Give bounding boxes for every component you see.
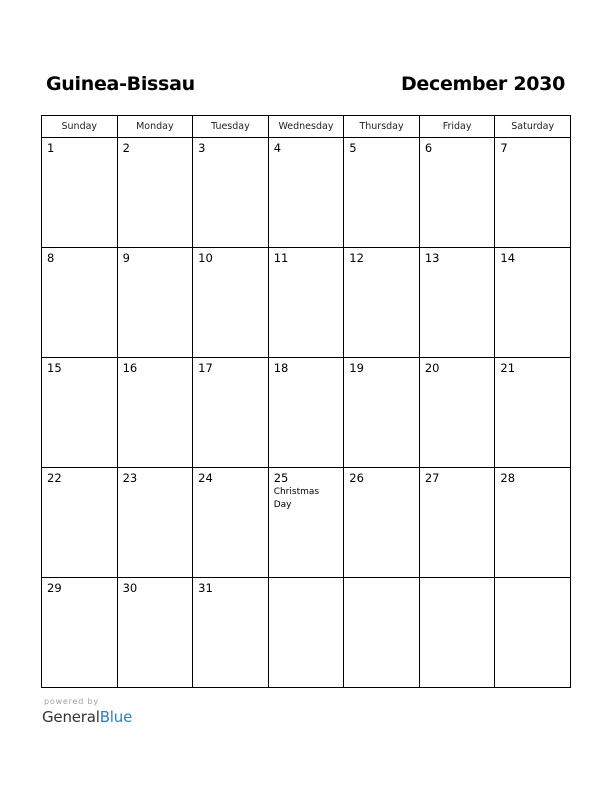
day-number: 3 bbox=[198, 141, 206, 155]
day-number bbox=[344, 578, 419, 581]
day-cell bbox=[117, 138, 193, 248]
day-number: 1 bbox=[47, 141, 55, 155]
calendar-grid bbox=[41, 115, 571, 688]
day-number: 11 bbox=[273, 251, 289, 265]
day-number: 25 bbox=[273, 471, 289, 485]
week-row bbox=[42, 358, 571, 468]
day-number: 29 bbox=[47, 581, 62, 595]
brand-blue-text: Blue bbox=[99, 708, 133, 726]
day-number: 10 bbox=[198, 251, 213, 265]
day-number bbox=[495, 578, 570, 581]
day-cell bbox=[495, 358, 571, 468]
day-cell bbox=[344, 578, 420, 688]
day-number bbox=[420, 578, 495, 581]
month-year-title: December 2030 bbox=[400, 73, 565, 95]
day-number: 19 bbox=[349, 361, 364, 375]
day-number: 31 bbox=[198, 581, 213, 595]
weekday-header: Thursday bbox=[344, 116, 420, 138]
day-number: 14 bbox=[500, 251, 516, 265]
day-number: 22 bbox=[47, 471, 62, 485]
day-number: 23 bbox=[122, 471, 138, 485]
weekday-header: Tuesday bbox=[193, 116, 269, 138]
day-cell bbox=[419, 138, 495, 248]
day-number: 21 bbox=[500, 361, 516, 375]
day-number: 17 bbox=[198, 361, 213, 375]
day-cell bbox=[193, 578, 269, 688]
weekday-header-row bbox=[42, 116, 571, 138]
day-number: 26 bbox=[349, 471, 364, 485]
day-cell bbox=[344, 468, 420, 578]
week-row bbox=[42, 468, 571, 578]
weekday-header: Friday bbox=[419, 116, 495, 138]
day-number: 28 bbox=[500, 471, 516, 485]
day-number: 24 bbox=[198, 471, 213, 485]
week-row bbox=[42, 578, 571, 688]
day-number: 20 bbox=[424, 361, 440, 375]
day-cell bbox=[344, 138, 420, 248]
day-cell bbox=[419, 248, 495, 358]
footer-branding bbox=[42, 697, 132, 727]
holiday-label: Christmas Day bbox=[273, 487, 320, 510]
day-cell bbox=[419, 468, 495, 578]
day-cell bbox=[42, 138, 118, 248]
day-cell bbox=[344, 358, 420, 468]
day-cell bbox=[117, 358, 193, 468]
country-title: Guinea-Bissau bbox=[46, 73, 195, 95]
day-cell bbox=[117, 578, 193, 688]
day-cell bbox=[193, 248, 269, 358]
day-cell bbox=[268, 358, 344, 468]
generalblue-logo bbox=[42, 708, 132, 727]
day-cell bbox=[193, 358, 269, 468]
day-cell bbox=[268, 468, 344, 578]
weekday-header: Monday bbox=[117, 116, 193, 138]
day-cell bbox=[495, 248, 571, 358]
day-cell bbox=[268, 578, 344, 688]
powered-by-text: powered by bbox=[44, 697, 99, 706]
day-number: 8 bbox=[47, 251, 55, 265]
day-cell bbox=[42, 358, 118, 468]
day-number: 6 bbox=[424, 141, 433, 155]
day-cell bbox=[495, 138, 571, 248]
day-number: 2 bbox=[122, 141, 130, 155]
day-number: 30 bbox=[122, 581, 138, 595]
day-cell bbox=[419, 358, 495, 468]
day-number: 7 bbox=[500, 141, 508, 155]
day-cell bbox=[344, 248, 420, 358]
day-cell bbox=[117, 248, 193, 358]
day-number bbox=[269, 578, 344, 581]
weekday-header: Saturday bbox=[495, 116, 571, 138]
day-cell bbox=[268, 138, 344, 248]
day-number: 13 bbox=[424, 251, 440, 265]
day-cell bbox=[117, 468, 193, 578]
day-cell bbox=[419, 578, 495, 688]
day-number: 4 bbox=[273, 141, 282, 155]
day-cell bbox=[42, 578, 118, 688]
day-number: 5 bbox=[349, 141, 357, 155]
day-cell bbox=[495, 468, 571, 578]
day-cell bbox=[42, 248, 118, 358]
brand-general-text: General bbox=[42, 708, 100, 726]
weekday-header: Sunday bbox=[42, 116, 118, 138]
day-number: 27 bbox=[424, 471, 440, 485]
day-number: 16 bbox=[122, 361, 138, 375]
day-number: 15 bbox=[47, 361, 62, 375]
day-number: 9 bbox=[122, 251, 130, 265]
week-row bbox=[42, 248, 571, 358]
day-number: 18 bbox=[273, 361, 289, 375]
day-cell bbox=[268, 248, 344, 358]
weekday-header: Wednesday bbox=[268, 116, 344, 138]
day-cell bbox=[193, 138, 269, 248]
day-cell bbox=[193, 468, 269, 578]
day-cell bbox=[42, 468, 118, 578]
day-cell bbox=[495, 578, 571, 688]
week-row bbox=[42, 138, 571, 248]
day-number: 12 bbox=[349, 251, 364, 265]
